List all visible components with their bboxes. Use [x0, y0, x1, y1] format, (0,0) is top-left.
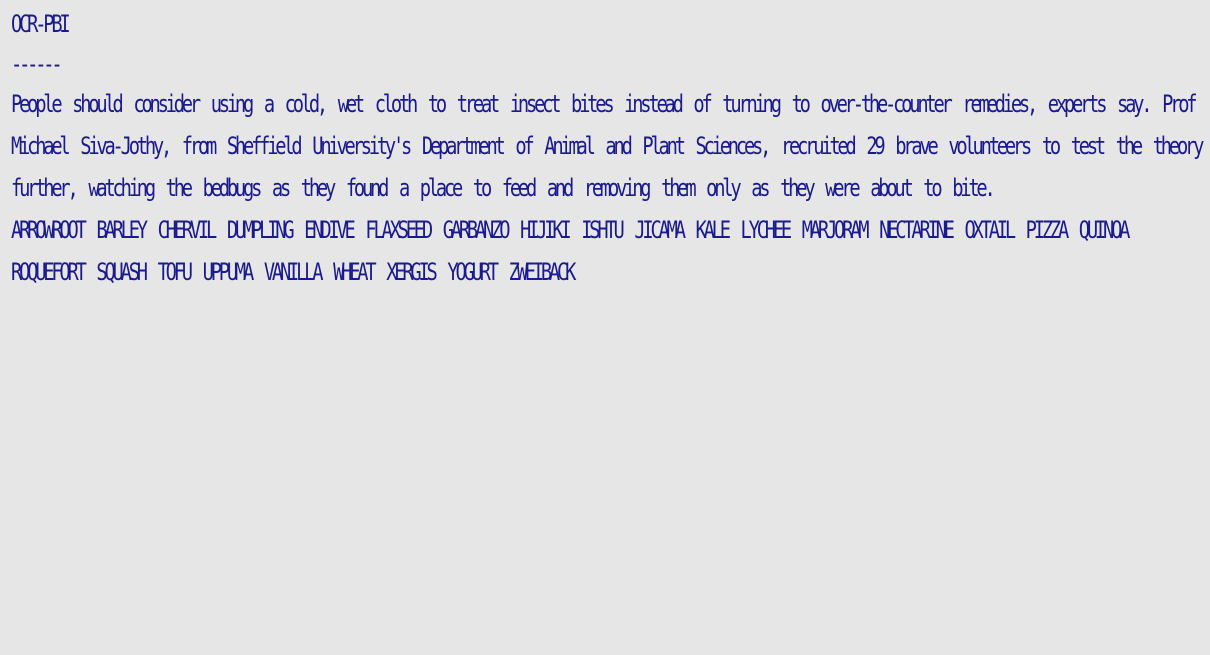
title-underline: ------ — [11, 50, 60, 78]
word-list: ARROWROOT BARLEY CHERVIL DUMPLING ENDIVE FLAXSEED GARBANZO HIJIKI ISHTU JICAMA KALE LYCHEE MARJORAM NECTARINE OXTAIL PIZZA QUINOA ROQUEFORT SQUASH TOFU UPPUMA VANILLA WHEAT XERGIS YOGURT ZWEIBACK — [11, 216, 1128, 286]
body-paragraph: People should consider using a cold, wet cloth to treat insect bites instead of turning to over-the-counter remedies, experts say. Prof Michael Siva-Jothy, from Sheffield University's Department of Animal and Plant Sciences, recruited 29 brave volunteers to test the theory further, watching the bedbugs as they found a place to feed and removing them only as they were about to bite. — [11, 90, 1202, 202]
document-title: OCR-PBI — [11, 10, 68, 38]
